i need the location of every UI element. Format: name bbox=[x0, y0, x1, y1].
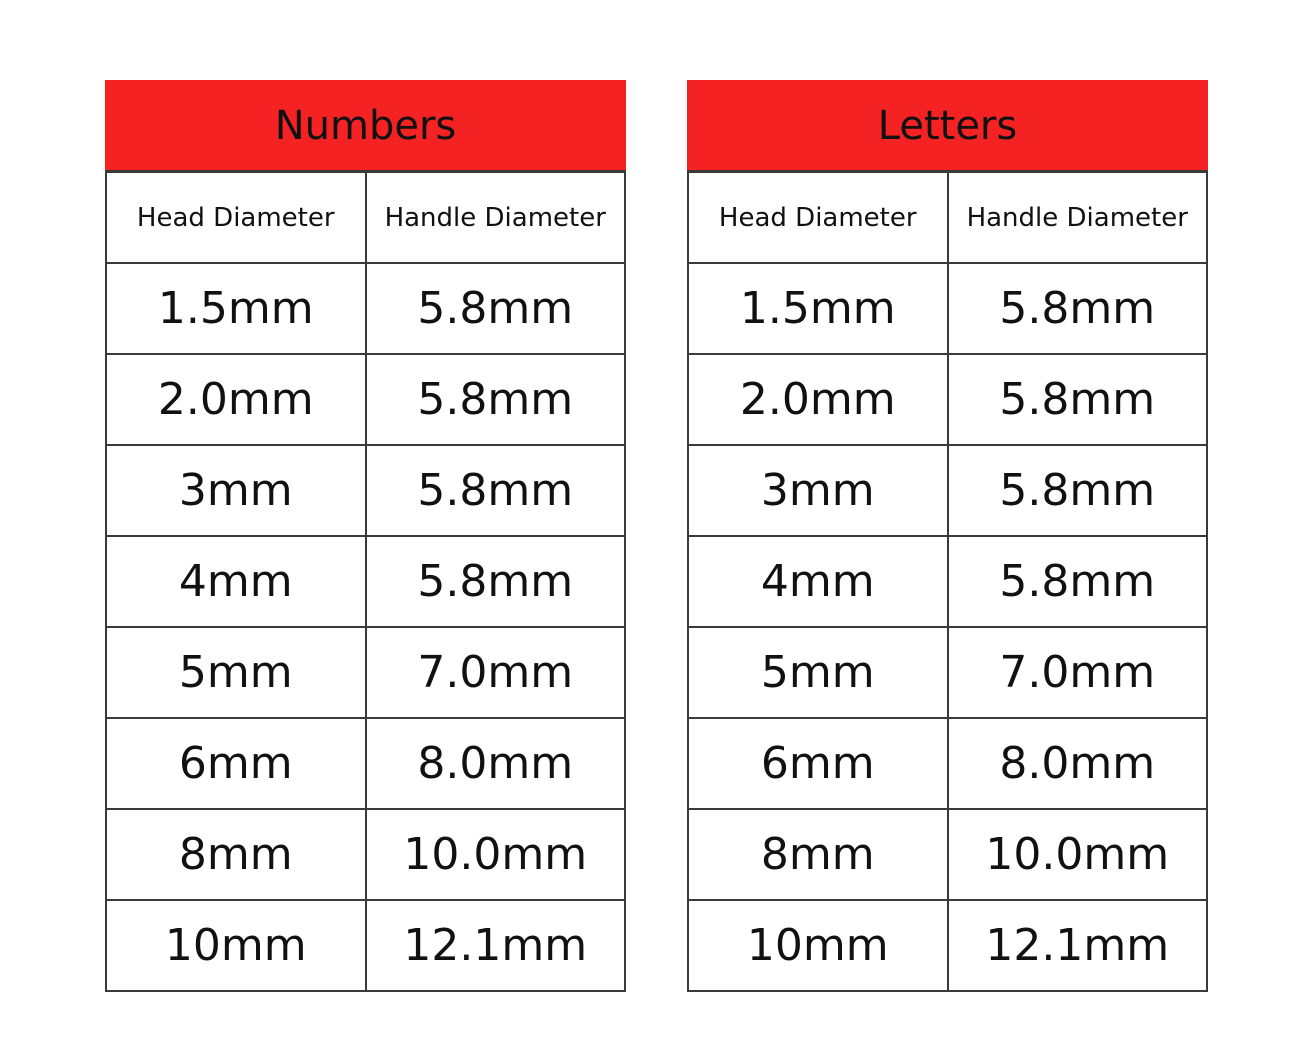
head-diameter-cell: 10mm bbox=[688, 900, 948, 991]
table-row bbox=[688, 900, 1207, 991]
head-diameter-cell: 2.0mm bbox=[106, 354, 366, 445]
head-diameter-cell: 3mm bbox=[688, 445, 948, 536]
table-row bbox=[106, 900, 625, 991]
handle-diameter-cell: 5.8mm bbox=[948, 354, 1208, 445]
handle-diameter-cell: 7.0mm bbox=[948, 627, 1208, 718]
head-diameter-cell: 1.5mm bbox=[688, 263, 948, 354]
head-diameter-cell: 2.0mm bbox=[688, 354, 948, 445]
column-header-handle-diameter: Handle Diameter bbox=[366, 172, 626, 264]
table-row bbox=[106, 536, 625, 627]
handle-diameter-cell: 5.8mm bbox=[366, 445, 626, 536]
handle-diameter-cell: 7.0mm bbox=[366, 627, 626, 718]
head-diameter-cell: 8mm bbox=[688, 809, 948, 900]
table-row bbox=[106, 627, 625, 718]
head-diameter-cell: 4mm bbox=[106, 536, 366, 627]
table-row bbox=[688, 536, 1207, 627]
table-row bbox=[106, 263, 625, 354]
head-diameter-cell: 10mm bbox=[106, 900, 366, 991]
table-title: Numbers bbox=[106, 81, 625, 172]
handle-diameter-cell: 5.8mm bbox=[366, 354, 626, 445]
head-diameter-cell: 1.5mm bbox=[106, 263, 366, 354]
handle-diameter-cell: 5.8mm bbox=[948, 263, 1208, 354]
table-row bbox=[688, 445, 1207, 536]
handle-diameter-cell: 5.8mm bbox=[366, 536, 626, 627]
head-diameter-cell: 5mm bbox=[688, 627, 948, 718]
handle-diameter-cell: 12.1mm bbox=[366, 900, 626, 991]
head-diameter-cell: 6mm bbox=[106, 718, 366, 809]
handle-diameter-cell: 5.8mm bbox=[948, 536, 1208, 627]
handle-diameter-cell: 12.1mm bbox=[948, 900, 1208, 991]
column-header-head-diameter: Head Diameter bbox=[106, 172, 366, 264]
head-diameter-cell: 5mm bbox=[106, 627, 366, 718]
handle-diameter-cell: 8.0mm bbox=[366, 718, 626, 809]
table-row bbox=[106, 809, 625, 900]
column-header-handle-diameter: Handle Diameter bbox=[948, 172, 1208, 264]
head-diameter-cell: 4mm bbox=[688, 536, 948, 627]
column-header-head-diameter: Head Diameter bbox=[688, 172, 948, 264]
table-row bbox=[688, 809, 1207, 900]
table-row bbox=[106, 718, 625, 809]
table-row bbox=[688, 354, 1207, 445]
table-row bbox=[688, 263, 1207, 354]
table-row bbox=[106, 354, 625, 445]
handle-diameter-cell: 5.8mm bbox=[948, 445, 1208, 536]
head-diameter-cell: 6mm bbox=[688, 718, 948, 809]
handle-diameter-cell: 8.0mm bbox=[948, 718, 1208, 809]
head-diameter-cell: 8mm bbox=[106, 809, 366, 900]
handle-diameter-cell: 10.0mm bbox=[366, 809, 626, 900]
handle-diameter-cell: 10.0mm bbox=[948, 809, 1208, 900]
table-row bbox=[106, 445, 625, 536]
table-title: Letters bbox=[688, 81, 1207, 172]
table-row bbox=[688, 627, 1207, 718]
table-row bbox=[688, 718, 1207, 809]
numbers-size-table bbox=[105, 80, 626, 992]
letters-size-table bbox=[687, 80, 1208, 992]
head-diameter-cell: 3mm bbox=[106, 445, 366, 536]
handle-diameter-cell: 5.8mm bbox=[366, 263, 626, 354]
